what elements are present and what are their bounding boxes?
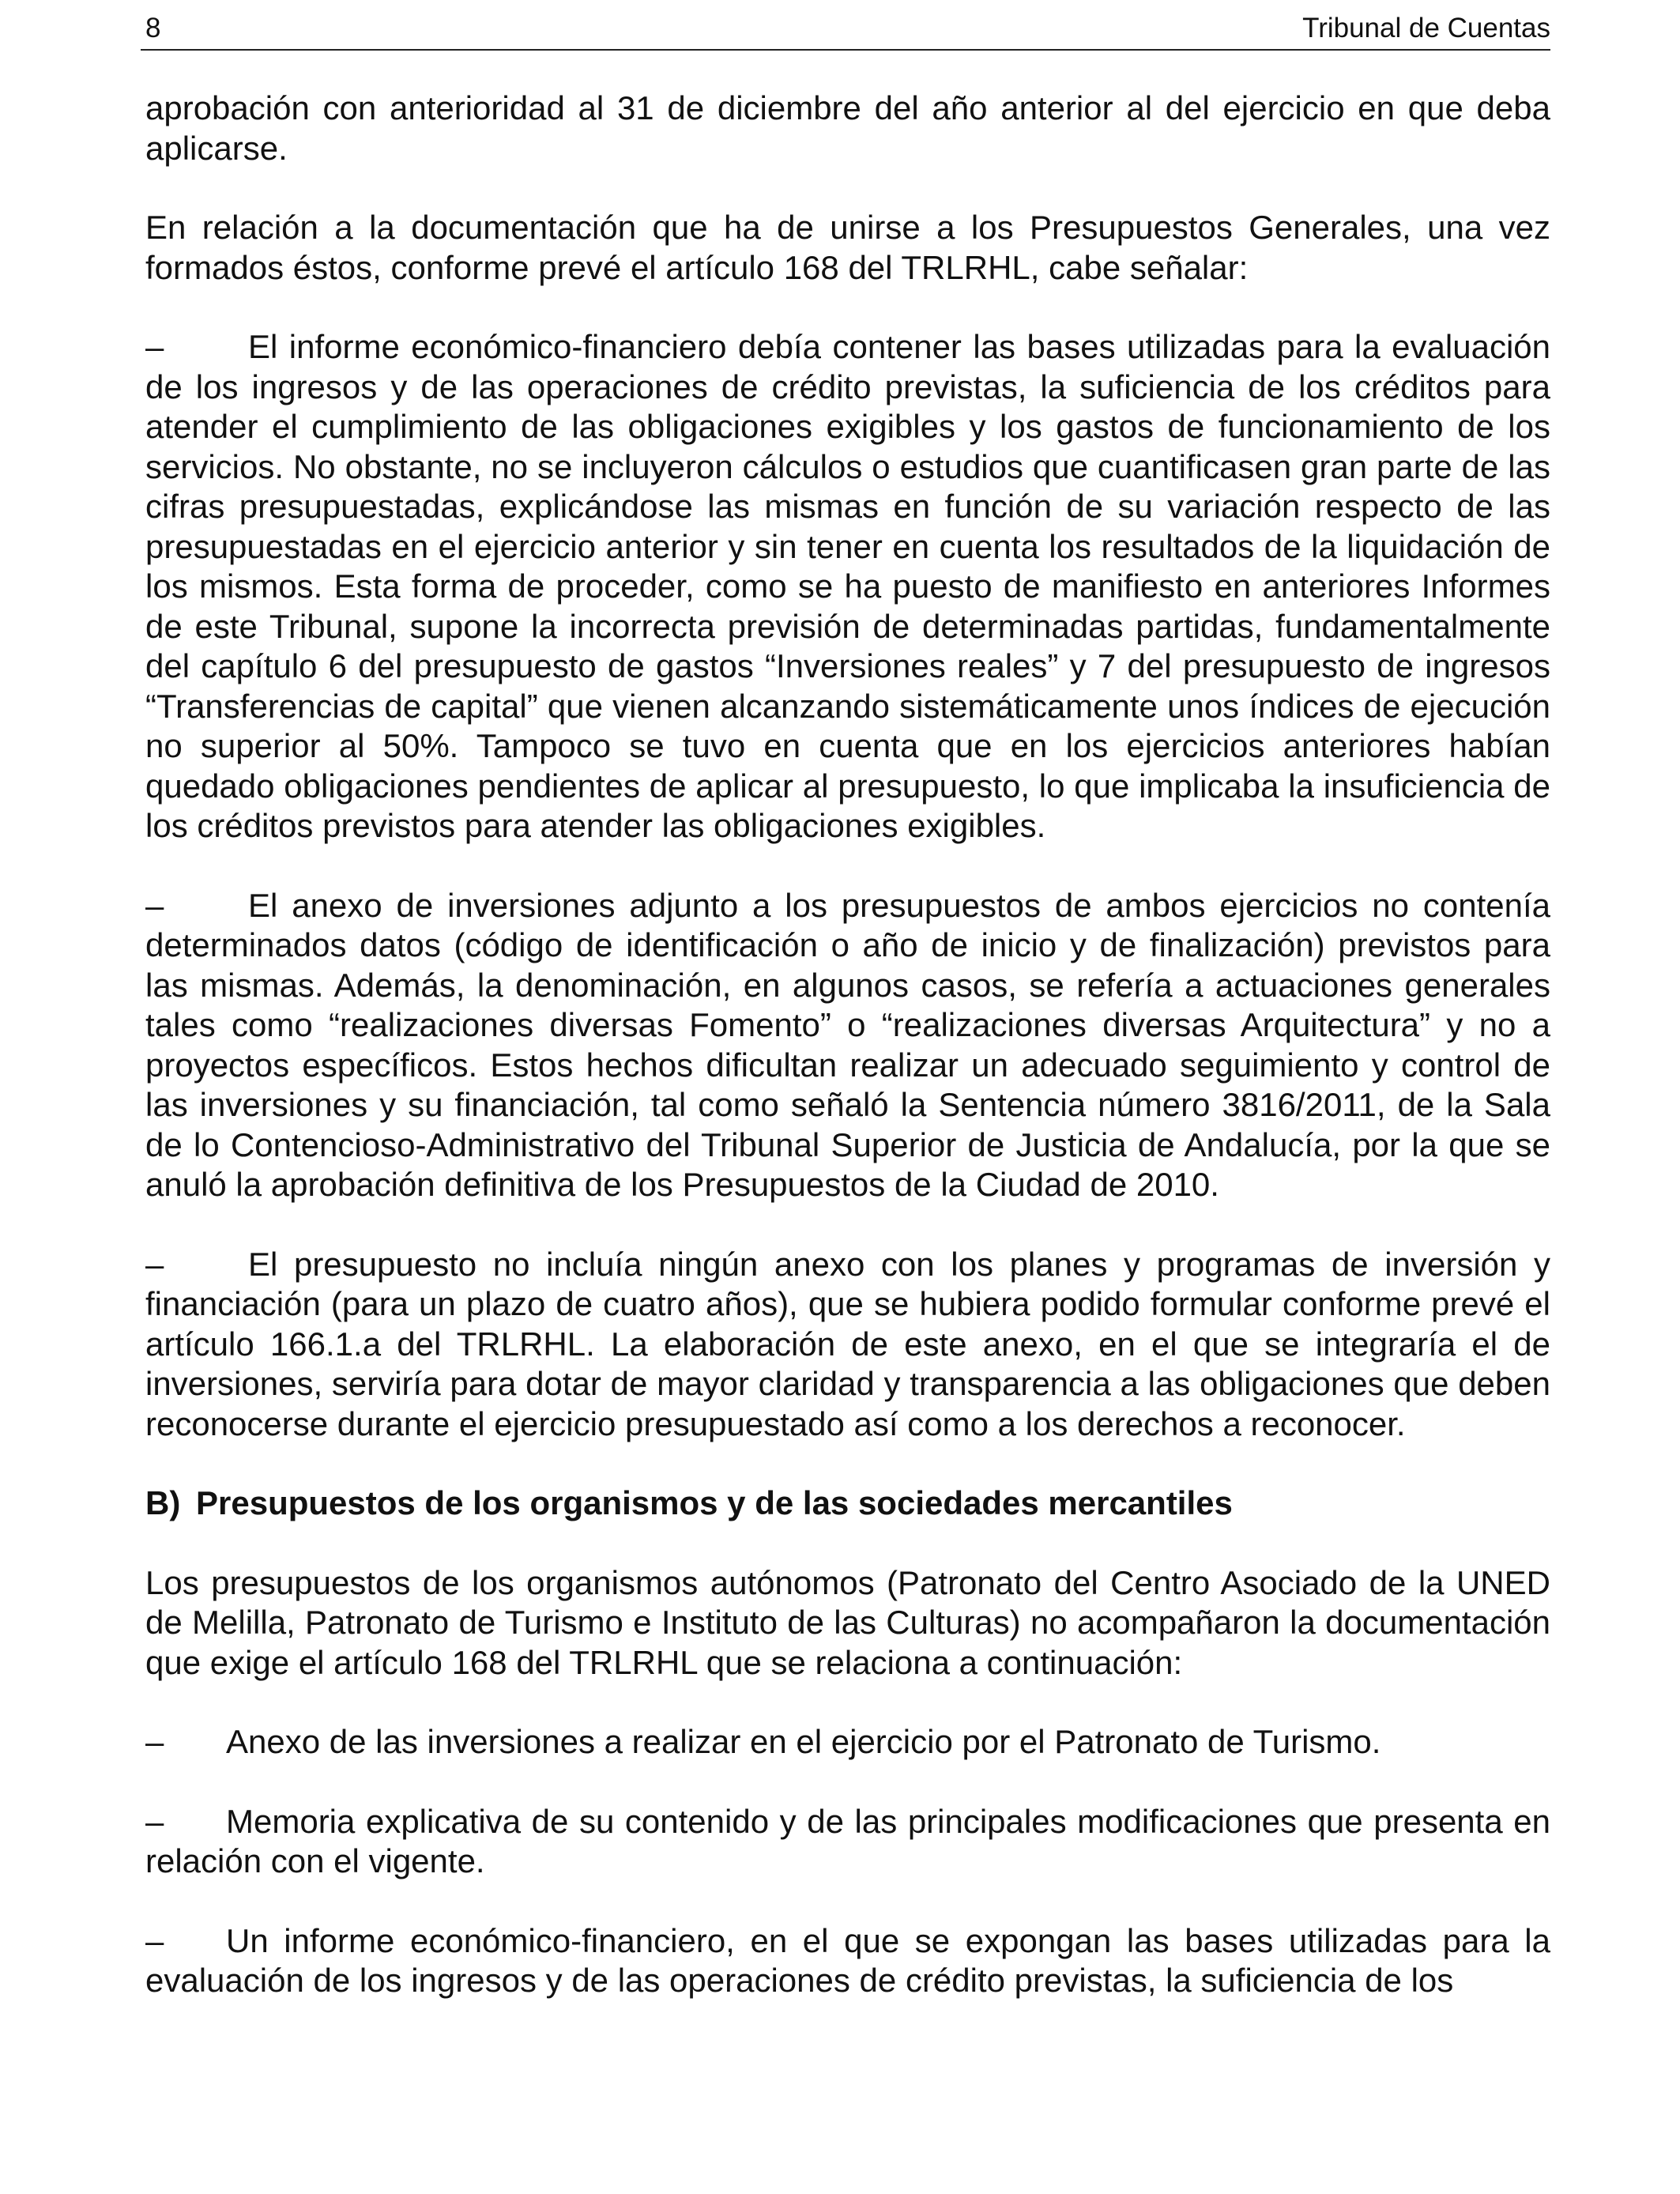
- bullet-text: Un informe económico-financiero, en el que se expongan las bases utilizadas para la evaluación de los ingresos y de las operaciones de crédito previstas, la suficiencia de los: [145, 1921, 1550, 1999]
- dash-marker: –: [145, 328, 164, 365]
- bullet-item-2: [145, 886, 1550, 1205]
- bullet-text: Memoria explicativa de su contenido y de las principales modificaciones que presenta en relación con el vigente.: [145, 1802, 1550, 1879]
- bullet-item-1: [145, 327, 1550, 846]
- dash-marker: –: [145, 1723, 164, 1760]
- bullet-item-6: [145, 1921, 1550, 2001]
- paragraph-3: Los presupuestos de los organismos autónomos (Patronato del Centro Asociado de la UNED de Melilla, Patronato de Turismo e Instituto de las Culturas) no acompañaron la documentación que exige el artículo 168 del TRLRHL que se relaciona a continuación:: [145, 1563, 1550, 1681]
- bullet-text: Anexo de las inversiones a realizar en el ejercicio por el Patronato de Turismo.: [226, 1723, 1381, 1760]
- header-title: Tribunal de Cuentas: [1302, 13, 1550, 43]
- bullet-item-5: [145, 1802, 1550, 1882]
- page-number: 8: [145, 13, 161, 43]
- bullet-text: El presupuesto no incluía ningún anexo con los planes y programas de inversión y financiación (para un plazo de cuatro años), que se hubiera podido formular conforme prevé el artículo 166.1.a del TRLRHL. La elaboración de este anexo, en el que se integraría el de inversiones, serviría para dotar de mayor claridad y transparencia a las obligaciones que deben reconocerse durante el ejercicio presupuestado así como a los derechos a reconocer.: [145, 1245, 1550, 1442]
- dash-marker: –: [145, 1245, 164, 1283]
- dash-marker: –: [145, 1802, 164, 1840]
- paragraph-1: aprobación con anterioridad al 31 de diciembre del año anterior al del ejercicio en que deba aplicarse.: [145, 89, 1550, 167]
- document-body: [145, 89, 1550, 2041]
- page-header: [141, 11, 1550, 51]
- dash-marker: –: [145, 1921, 164, 1959]
- section-heading: [145, 1483, 1550, 1524]
- bullet-text: El informe económico-financiero debía contener las bases utilizadas para la evaluación de los ingresos y de las operaciones de crédito previstas, la suficiencia de los créditos para atender el cumplimiento de las obligaciones exigibles y los gastos de funcionamiento de los servicios. No obstante, no se incluyeron cálculos o estudios que cuantificasen gran parte de las cifras presupuestadas, explicándose las mismas en función de su variación respecto de las presupuestadas en el ejercicio anterior y sin tener en cuenta los resultados de la liquidación de los mismos. Esta forma de proceder, como se ha puesto de manifiesto en anteriores Informes de este Tribunal, supone la incorrecta previsión de determinadas partidas, fundamentalmente del capítulo 6 del presupuesto de gastos “Inversiones reales” y 7 del presupuesto de ingresos “Transferencias de capital” que vienen alcanzando sistemáticamente unos índices de ejecución no superior al 50%. Tampoco se tuvo en cuenta que en los ejercicios anteriores habían quedado obligaciones pendientes de aplicar al presupuesto, lo que implicaba la insuficiencia de los créditos previstos para atender las obligaciones exigibles.: [145, 328, 1550, 844]
- bullet-item-3: [145, 1245, 1550, 1445]
- section-title: Presupuestos de los organismos y de las sociedades mercantiles: [196, 1484, 1233, 1521]
- bullet-text: El anexo de inversiones adjunto a los presupuestos de ambos ejercicios no contenía determinados datos (código de identificación o año de inicio y de finalización) previstos para las mismas. Además, la denominación, en algunos casos, se refería a actuaciones generales tales como “realizaciones diversas Fomento” o “realizaciones diversas Arquitectura” y no a proyectos específicos. Estos hechos dificultan realizar un adecuado seguimiento y control de las inversiones y su financiación, tal como señaló la Sentencia número 3816/2011, de la Sala de lo Contencioso-Administrativo del Tribunal Superior de Justicia de Andalucía, por la que se anuló la aprobación definitiva de los Presupuestos de la Ciudad de 2010.: [145, 886, 1550, 1203]
- paragraph-2: En relación a la documentación que ha de unirse a los Presupuestos Generales, una vez formados éstos, conforme prevé el artículo 168 del TRLRHL, cabe señalar:: [145, 209, 1550, 286]
- dash-marker: –: [145, 886, 164, 924]
- bullet-item-4: [145, 1722, 1550, 1762]
- section-label: B): [145, 1484, 181, 1521]
